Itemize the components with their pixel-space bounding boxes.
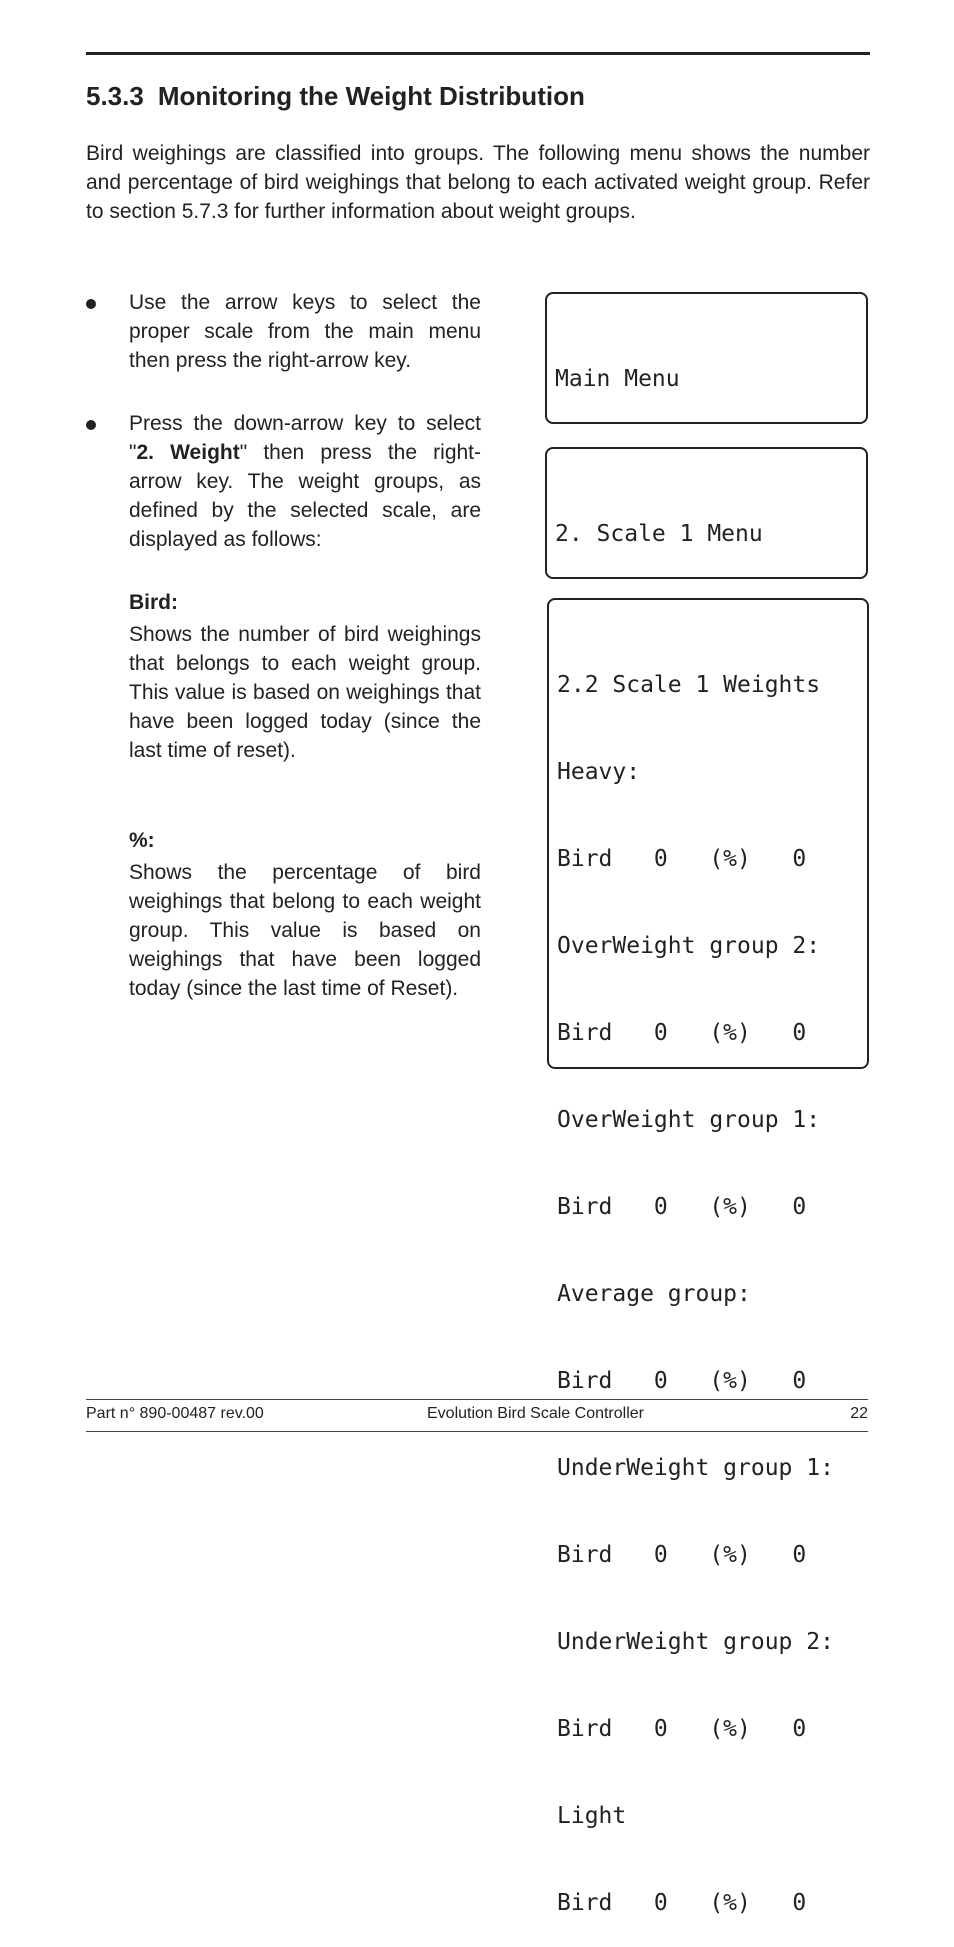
weight-group-name: Heavy:	[557, 759, 641, 785]
definition-text: Shows the number of bird weighings that belongs to each weight group. This value is based on weighings that have been logged today (since the last time of reset).	[129, 623, 481, 762]
definition-text: Shows the percentage of bird weighings that belong to each weight group. This value is based on weighings that have been logged today (since the last time of Reset).	[129, 861, 481, 1000]
lcd-line: 2. Scale 1 Menu	[555, 521, 763, 547]
bullet-dot-icon	[86, 420, 96, 430]
definition-label: %:	[129, 829, 155, 852]
footer-page-number: 22	[850, 1405, 868, 1422]
section-title	[86, 81, 585, 112]
weight-group-name: Average group:	[557, 1281, 751, 1307]
weight-group-row: Bird 0 (%) 0	[557, 1890, 807, 1916]
weight-group-name: OverWeight group 2:	[557, 933, 821, 959]
weight-group-name: Light	[557, 1803, 627, 1829]
weight-group-row: Bird 0 (%) 0	[557, 1542, 807, 1568]
weight-group-row: Bird 0 (%) 0	[557, 1368, 807, 1394]
intro-paragraph: Bird weighings are classified into groups. The following menu shows the number and percentage of bird weighings that belong to each activated weight group. Refer to section 5.7.3 for further information about weight groups.	[86, 142, 870, 223]
footer-product-name: Evolution Bird Scale Controller	[427, 1405, 644, 1422]
weight-group-row: Bird 0 (%) 0	[557, 1020, 807, 1046]
weight-group-name: UnderWeight group 1:	[557, 1455, 834, 1481]
section-number: 5.3.3	[86, 81, 144, 111]
footer-rule-bottom	[86, 1431, 868, 1432]
weight-group-name: OverWeight group 1:	[557, 1107, 821, 1133]
weight-group-row: Bird 0 (%) 0	[557, 1716, 807, 1742]
lcd-weights-screen	[547, 598, 869, 1916]
section-title-text: Monitoring the Weight Distribution	[157, 81, 585, 111]
lcd-title: 2.2 Scale 1 Weights	[557, 672, 821, 698]
bullet-select-scale	[86, 288, 486, 375]
weight-group-name: UnderWeight group 2:	[557, 1629, 834, 1655]
definition-bird	[129, 588, 481, 765]
footer-part-number: Part n° 890-00487 rev.00	[86, 1405, 264, 1422]
bullet-text: Use the arrow keys to select the proper scale from the main menu then press the right-arrow key.	[129, 291, 481, 372]
top-rule	[86, 52, 870, 55]
lcd-main-menu	[545, 292, 868, 424]
weight-group-row: Bird 0 (%) 0	[557, 1194, 807, 1220]
bullet-dot-icon	[86, 299, 96, 309]
lcd-scale-menu	[545, 447, 868, 579]
footer-rule-top	[86, 1399, 868, 1400]
bullet-select-weight	[86, 409, 486, 554]
definition-label: Bird:	[129, 591, 178, 614]
definition-percent	[129, 826, 481, 1003]
lcd-line: Main Menu	[555, 366, 680, 392]
menu-item-emphasis: 2. Weight	[136, 441, 240, 464]
bullet-text: Press the down-arrow key to select "2. Weight" then press the right-arrow key. The weight groups, as defined by the selected scale, are displayed as follows:	[129, 412, 482, 551]
weight-group-row: Bird 0 (%) 0	[557, 846, 807, 872]
